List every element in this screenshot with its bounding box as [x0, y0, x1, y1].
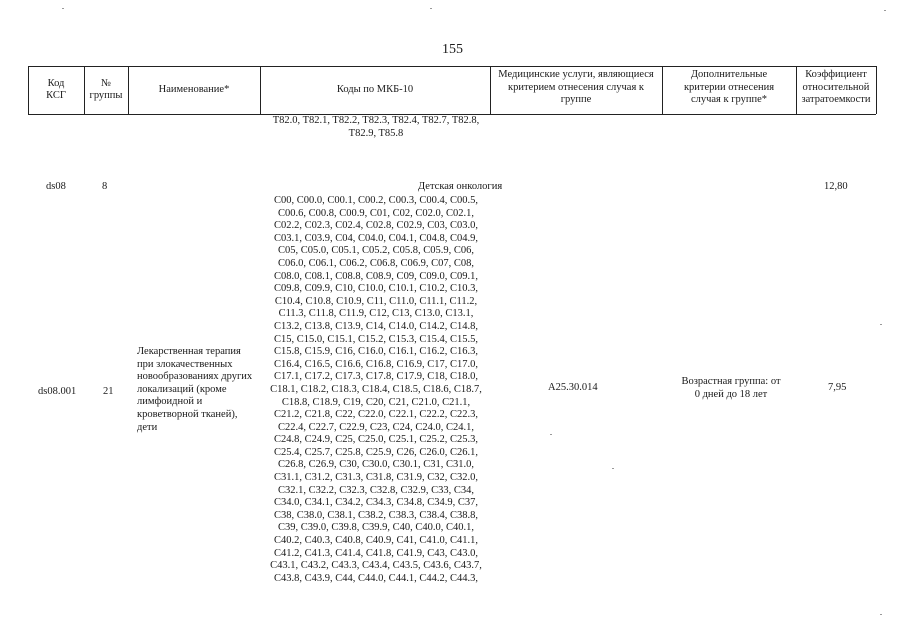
continuation-code-line: T82.9, T85.8: [348, 127, 404, 139]
row-icd-codes: [262, 195, 490, 585]
row-name-line: Лекарственная терапия: [137, 346, 241, 357]
icd-code-line: C41.2, C41.3, C41.4, C41.8, C41.9, C43, C43.0,: [274, 547, 478, 559]
scan-speck: [880, 614, 882, 615]
row-name-line: дети: [137, 421, 158, 433]
icd-code-line: C13.2, C13.8, C13.9, C14, C14.0, C14.2, C14.8,: [274, 320, 478, 332]
icd-code-line: C40.2, C40.3, C40.8, C40.9, C41, C41.0, C41.1,: [274, 535, 478, 547]
icd-code-line: C00.6, C00.8, C00.9, C01, C02, C02.0, C02.1,: [277, 207, 475, 219]
scan-speck: [430, 8, 432, 9]
row-service: A25.30.014: [548, 382, 598, 393]
row-name-line: локализаций (кроме: [137, 383, 227, 395]
row-code: ds08.001: [38, 386, 77, 397]
icd-code-line: C16.4, C16.5, C16.6, C16.8, C16.9, C17, C17.0,: [274, 358, 478, 370]
icd-code-line: C24.8, C24.9, C25, C25.0, C25.1, C25.2, C25.3,: [274, 434, 478, 446]
section-title: Детская онкология: [418, 181, 503, 192]
icd-code-line: C26.8, C26.9, C30, C30.0, C30.1, C31, C31.0,: [277, 459, 475, 471]
icd-code-line: C31.1, C31.2, C31.3, C31.8, C31.9, C32, C32.0,: [274, 472, 478, 484]
section-coefficient: 12,80: [824, 181, 848, 192]
icd-code-line: C11.3, C11.8, C11.9, C12, C13, C13.0, C13.1,: [278, 308, 474, 320]
row-name: [137, 346, 265, 434]
icd-code-line: C34.0, C34.1, C34.2, C34.3, C34.8, C34.9, C37,: [274, 497, 478, 509]
icd-code-line: C15.8, C15.9, C16, C16.0, C16.1, C16.2, C16.3,: [274, 346, 478, 358]
icd-code-line: C08.0, C08.1, C08.8, C08.9, C09, C09.0, C09.1,: [274, 270, 478, 282]
header-icd: Коды по МКБ-10: [336, 83, 414, 95]
header-group: № группы: [89, 77, 123, 101]
row-criteria-line: 0 дней до 18 лет: [694, 388, 768, 400]
icd-code-line: C25.4, C25.7, C25.8, C25.9, C26, C26.0, C26.1,: [274, 446, 478, 458]
header-divider: [876, 66, 877, 114]
scan-speck: [880, 324, 882, 325]
row-name-line: кроветворной тканей),: [137, 408, 238, 420]
icd-code-line: C43.8, C43.9, C44, C44.0, C44.1, C44.2, C44.3,: [274, 572, 478, 584]
continuation-code-line: T82.0, T82.1, T82.2, T82.3, T82.4, T82.7, T82.8,: [272, 115, 480, 126]
row-criteria: [672, 376, 790, 401]
icd-code-line: C21.2, C21.8, C22, C22.0, C22.1, C22.2, C22.3,: [274, 409, 478, 421]
icd-code-line: C17.1, C17.2, C17.3, C17.8, C17.9, C18, C18.0,: [274, 371, 478, 383]
icd-code-line: C10.4, C10.8, C10.9, C11, C11.0, C11.1, C11.2,: [274, 295, 478, 307]
icd-code-line: C15, C15.0, C15.1, C15.2, C15.3, C15.4, C15.5,: [274, 333, 478, 345]
header-code: Код КСГ: [46, 77, 66, 101]
page-number: 155: [442, 42, 463, 57]
scan-speck: [612, 468, 614, 469]
scan-speck: [884, 10, 886, 11]
row-name-line: новообразованиях других: [137, 371, 253, 383]
icd-code-line: C09.8, C09.9, C10, C10.0, C10.1, C10.2, C10.3,: [274, 283, 478, 295]
icd-code-line: C00, C00.0, C00.1, C00.2, C00.3, C00.4, C00.5,: [274, 195, 478, 206]
icd-code-line: C18.8, C18.9, C19, C20, C21, C21.0, C21.1,: [281, 396, 471, 408]
scan-speck: [550, 434, 552, 435]
icd-code-line: C06.0, C06.1, C06.2, C06.8, C06.9, C07, C08,: [277, 257, 475, 269]
section-code: ds08: [46, 181, 66, 192]
icd-code-line: C32.1, C32.2, C32.3, C32.8, C32.9, C33, C34,: [277, 484, 475, 496]
scan-speck: [62, 8, 64, 9]
header-name: Наименование*: [158, 83, 230, 95]
icd-code-line: C38, C38.0, C38.1, C38.2, C38.3, C38.4, C38.8,: [274, 509, 478, 521]
row-group: 21: [103, 386, 114, 397]
icd-code-line: C43.1, C43.2, C43.3, C43.4, C43.5, C43.6, C43.7,: [270, 560, 482, 572]
icd-code-line: C03.1, C03.9, C04, C04.0, C04.1, C04.8, C04.9,: [274, 232, 478, 244]
row-criteria-line: Возрастная группа: от: [681, 376, 781, 387]
row-name-line: лимфоидной и: [137, 396, 203, 408]
continuation-codes: [262, 115, 490, 140]
row-coefficient: 7,95: [828, 382, 847, 393]
header-services: Медицинские услуги, являющиеся критерием отнесения случая к группе: [498, 69, 654, 105]
icd-code-line: C02.2, C02.3, C02.4, C02.8, C02.9, C03, C03.0,: [274, 220, 478, 232]
icd-code-line: C39, C39.0, C39.8, C39.9, C40, C40.0, C40.1,: [277, 522, 475, 534]
header-criteria: Дополнительные критерии отнесения случая к группе*: [683, 69, 775, 105]
icd-code-line: C05, C05.0, C05.1, C05.2, C05.8, C05.9, C06,: [277, 245, 475, 257]
header-coefficient: Коэффициент относительной затратоемкости: [801, 69, 871, 105]
icd-code-line: C18.1, C18.2, C18.3, C18.4, C18.5, C18.6, C18.7,: [270, 383, 482, 395]
row-name-line: при злокачественных: [137, 358, 233, 370]
icd-code-line: C22.4, C22.7, C22.9, C23, C24, C24.0, C24.1,: [277, 421, 475, 433]
section-group: 8: [102, 181, 108, 192]
